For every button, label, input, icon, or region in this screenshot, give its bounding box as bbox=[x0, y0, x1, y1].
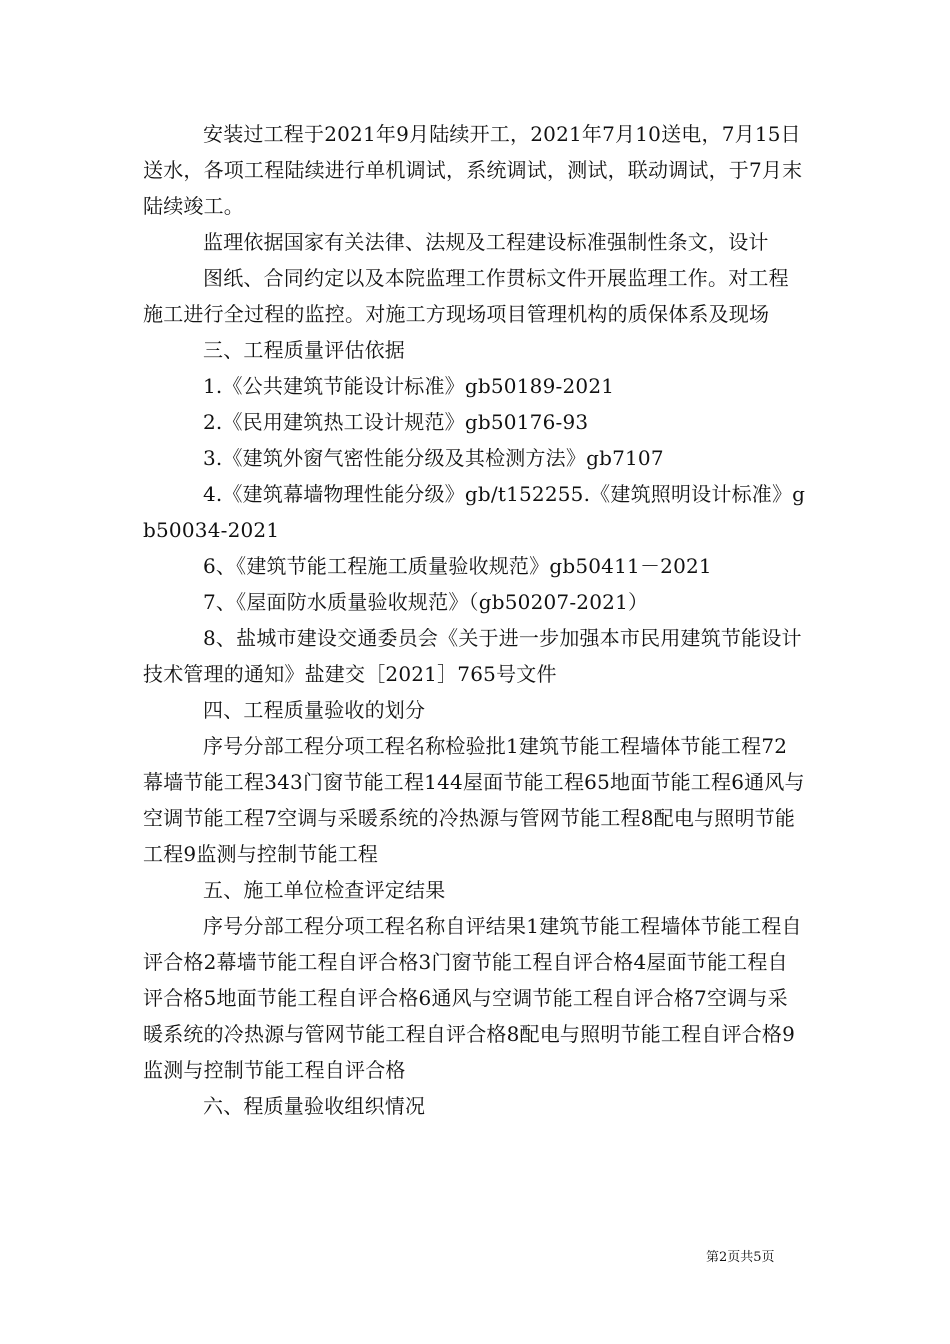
paragraph-supervision-basis-2: 图纸、合同约定以及本院监理工作贯标文件开展监理工作。对工程施工进行全过程的监控。对施工方现场项目管理机构的质保体系及现场 bbox=[143, 266, 789, 326]
section-heading-acceptance-organization: 六、程质量验收组织情况 bbox=[203, 1094, 426, 1118]
basis-item-7: 7、《屋面防水质量验收规范》（gb50207-2021） bbox=[203, 590, 649, 614]
paragraph-construction-timeline: 安装过工程于2021年9月陆续开工，2021年7月10送电，7月15日送水，各项工程陆续进行单机调试，系统调试，测试，联动调试，于7月末陆续竣工。 bbox=[143, 122, 803, 218]
basis-item-1: 1.《公共建筑节能设计标准》gb50189-2021 bbox=[203, 374, 615, 398]
page-footer: 第2页共5页 bbox=[706, 1250, 775, 1265]
section-heading-quality-basis: 三、工程质量评估依据 bbox=[203, 338, 405, 362]
contractor-evaluation-content: 序号分部工程分项工程名称自评结果1建筑节能工程墙体节能工程自评合格2幕墙节能工程自评合格3门窗节能工程自评合格4屋面节能工程自评合格5地面节能工程自评合格6通风与空调节能工程自评合格7空调与采暖系统的冷热源与管网节能工程自评合格8配电与照明节能工程自评合格9监测与控制节能工程自评合格 bbox=[143, 914, 802, 1082]
basis-item-8: 8、盐城市建设交通委员会《关于进一步加强本市民用建筑节能设计技术管理的通知》盐建交［2021］765号文件 bbox=[143, 626, 802, 686]
section-heading-contractor-evaluation: 五、施工单位检查评定结果 bbox=[203, 878, 446, 902]
basis-item-6: 6、《建筑节能工程施工质量验收规范》gb50411－2021 bbox=[203, 554, 712, 578]
basis-item-2: 2.《民用建筑热工设计规范》gb50176-93 bbox=[203, 410, 589, 434]
basis-item-3: 3.《建筑外窗气密性能分级及其检测方法》gb7107 bbox=[203, 446, 664, 470]
basis-item-4-5: 4.《建筑幕墙物理性能分级》gb/t152255.《建筑照明设计标准》gb50034-2021 bbox=[143, 482, 806, 542]
document-body bbox=[143, 116, 807, 1124]
paragraph-supervision-basis-1: 监理依据国家有关法律、法规及工程建设标准强制性条文，设计 bbox=[203, 230, 769, 254]
acceptance-division-content: 序号分部工程分项工程名称检验批1建筑节能工程墙体节能工程72幕墙节能工程343门窗节能工程144屋面节能工程65地面节能工程6通风与空调节能工程7空调与采暖系统的冷热源与管网节能工程8配电与照明节能工程9监测与控制节能工程 bbox=[143, 734, 805, 866]
section-heading-acceptance-division: 四、工程质量验收的划分 bbox=[203, 698, 426, 722]
